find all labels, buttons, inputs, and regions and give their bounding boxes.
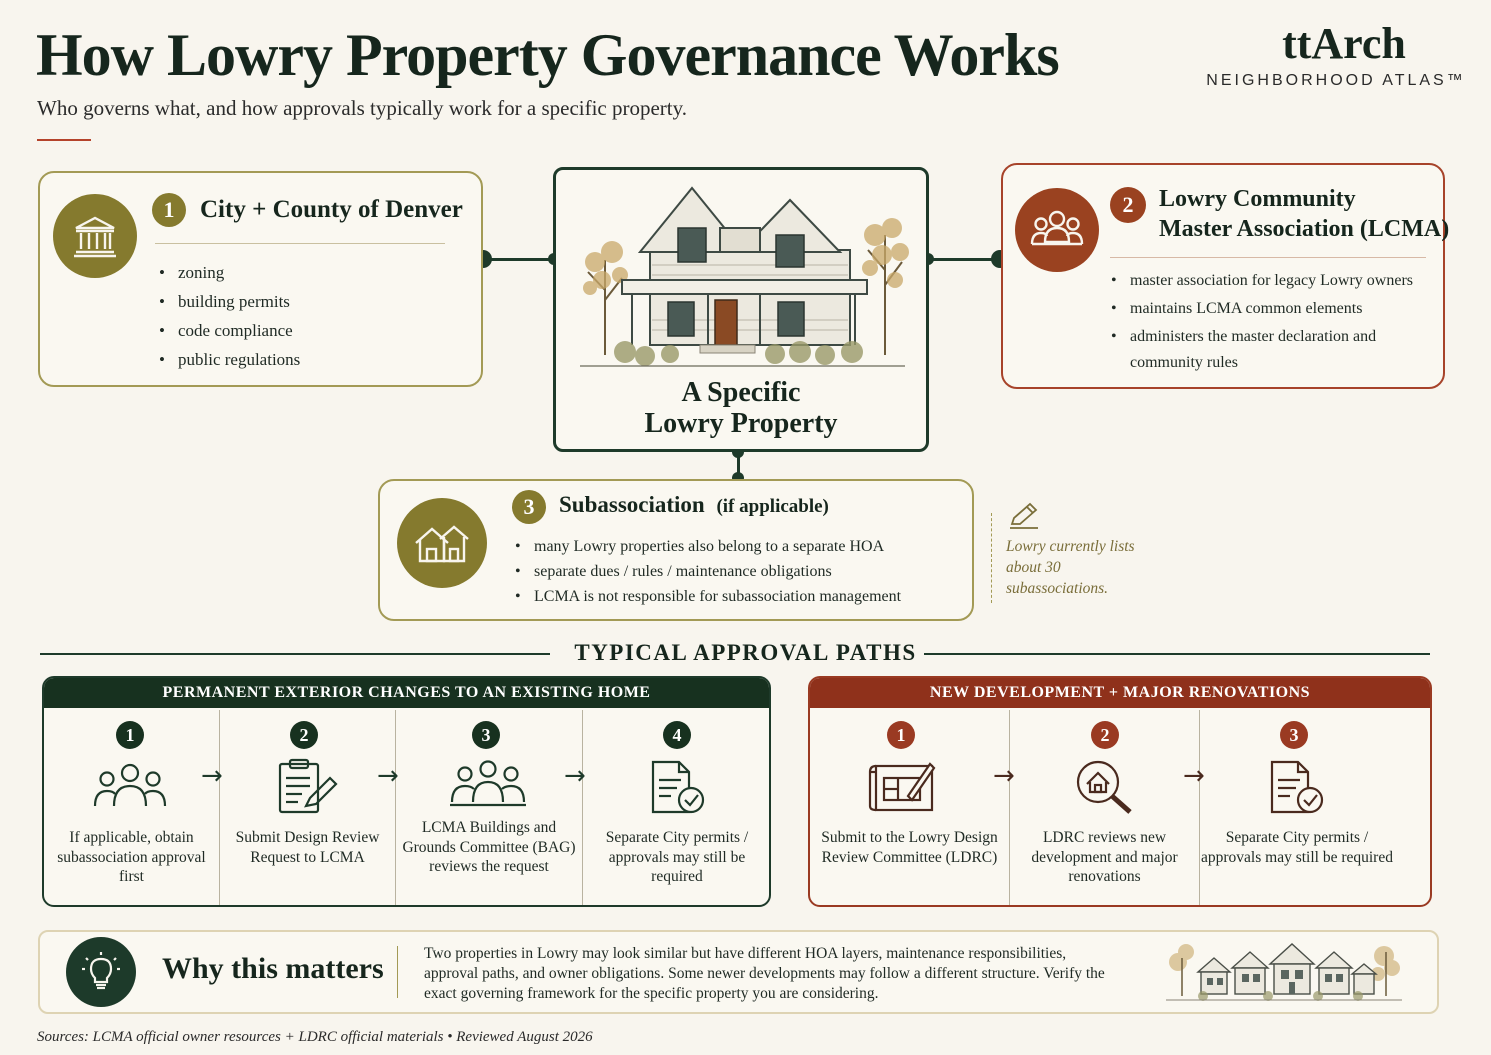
front-door: [715, 300, 737, 345]
exterior-changes-panel: [42, 676, 771, 907]
sub-title-main: Subassociation: [559, 492, 705, 517]
step-text: LCMA Buildings and Grounds Committee (BAG) reviews the request: [402, 819, 576, 875]
why-this-matters-text: Two properties in Lowry may look similar but have different HOA layers, maintenance responsibilities, approval paths, and owner obligations. Some newer developments may follow a different structure. Verify the exact governing framework for the specific property you are considering.: [424, 945, 1105, 1002]
list-item: • separate dues / rules / maintenance obligations: [514, 559, 901, 584]
list-item: • building permits: [158, 287, 300, 316]
title-accent-rule: [37, 139, 91, 141]
why-this-matters-title: Why this matters: [162, 952, 384, 985]
specific-property-label: [553, 377, 929, 439]
document-check-icon: [649, 760, 709, 816]
arrow-right-icon: →: [1183, 761, 1205, 791]
arrow-right-icon: →: [201, 761, 223, 791]
city-title: City + County of Denver: [200, 196, 463, 223]
city-responsibilities-list: [158, 258, 300, 374]
sub-title-qualifier: (if applicable): [716, 496, 829, 517]
house-illustration: [570, 180, 915, 375]
arrow-right-icon: →: [564, 761, 586, 791]
exterior-panel-header: PERMANENT EXTERIOR CHANGES TO AN EXISTING HOME: [44, 678, 769, 708]
clipboard-icon: [276, 758, 340, 814]
document-check-icon: [1268, 760, 1328, 816]
arrow-right-icon: →: [993, 761, 1015, 791]
specific-property-line1: A Specific: [681, 377, 801, 408]
new-dev-step-3: [1200, 710, 1432, 907]
list-item: • many Lowry properties also belong to a separate HOA: [514, 534, 901, 559]
list-item: • public regulations: [158, 345, 300, 374]
step-text: Submit Design Review Request to LCMA: [235, 829, 380, 866]
step-number: 3: [472, 721, 500, 749]
step-text: Separate City permits / approvals may still be required: [605, 829, 749, 885]
government-building-icon: [53, 194, 137, 278]
houses-icon: [397, 498, 487, 588]
lcma-responsibilities-list: [1110, 268, 1438, 376]
new-development-panel: [808, 676, 1432, 907]
brand-logo-tagline: NEIGHBORHOOD ATLAS™: [1206, 72, 1466, 89]
exterior-step-3: [396, 710, 582, 907]
brand-logo-name: ttArch: [1282, 19, 1406, 68]
people-group-icon: [1015, 188, 1099, 272]
arrow-right-icon: →: [377, 761, 399, 791]
exterior-step-1: [44, 710, 219, 907]
list-item: • LCMA is not responsible for subassociation management: [514, 584, 901, 609]
step-text: Separate City permits / approvals may still be required: [1201, 829, 1393, 866]
house-magnifier-icon: [1074, 758, 1136, 816]
list-item: • administers the master declaration and community rules: [1110, 324, 1390, 376]
step-text: If applicable, obtain subassociation approval first: [57, 829, 206, 885]
lcma-title-line2: Master Association (LCMA): [1159, 216, 1450, 242]
sources-footer: Sources: LCMA official owner resources + LDRC official materials • Reviewed August 2026: [37, 1029, 593, 1045]
exterior-step-2: [220, 710, 395, 907]
lcma-title-line1: Lowry Community: [1159, 186, 1356, 212]
heading-rule-right: [924, 653, 1430, 655]
pencil-icon: [1008, 502, 1040, 530]
step-text: Submit to the Lowry Design Review Committee (LDRC): [821, 829, 998, 866]
note-divider: [991, 513, 992, 603]
new-dev-step-2: [1010, 710, 1199, 907]
connector-city-center: [483, 258, 555, 261]
step-number: 1: [116, 721, 144, 749]
step-number: 4: [663, 721, 691, 749]
city-title-rule: [155, 243, 445, 244]
sub-responsibilities-list: [514, 534, 901, 609]
step-number: 2: [1091, 721, 1119, 749]
blueprint-icon: [868, 760, 938, 814]
step-number: 2: [290, 721, 318, 749]
new-dev-step-1: [810, 710, 1009, 907]
city-number-badge: 1: [152, 193, 186, 227]
list-item: • code compliance: [158, 316, 300, 345]
sub-number-badge: 3: [512, 490, 546, 524]
step-text: LDRC reviews new development and major renovations: [1031, 829, 1178, 885]
list-item: • maintains LCMA common elements: [1110, 296, 1438, 322]
subassociation-count-note: Lowry currently lists about 30 subassociations.: [1006, 538, 1135, 597]
page-subtitle: Who governs what, and how approvals typically work for a specific property.: [37, 96, 688, 120]
why-divider: [397, 946, 398, 998]
sub-title: [559, 492, 829, 518]
neighborhood-houses-illustration: [1158, 934, 1408, 1006]
people-icon: [92, 762, 168, 810]
list-item: • master association for legacy Lowry owners: [1110, 268, 1438, 294]
committee-icon: [448, 760, 528, 808]
specific-property-line2: Lowry Property: [644, 408, 838, 439]
step-number: 3: [1280, 721, 1308, 749]
lcma-title-rule: [1110, 257, 1426, 258]
approval-paths-heading: TYPICAL APPROVAL PATHS: [574, 640, 917, 665]
new-development-panel-header: NEW DEVELOPMENT + MAJOR RENOVATIONS: [810, 678, 1430, 708]
list-item: • zoning: [158, 258, 300, 287]
exterior-step-4: [583, 710, 771, 907]
lightbulb-icon: [66, 937, 136, 1007]
step-number: 1: [887, 721, 915, 749]
page-title: How Lowry Property Governance Works: [36, 22, 1059, 88]
lcma-number-badge: 2: [1110, 187, 1146, 223]
